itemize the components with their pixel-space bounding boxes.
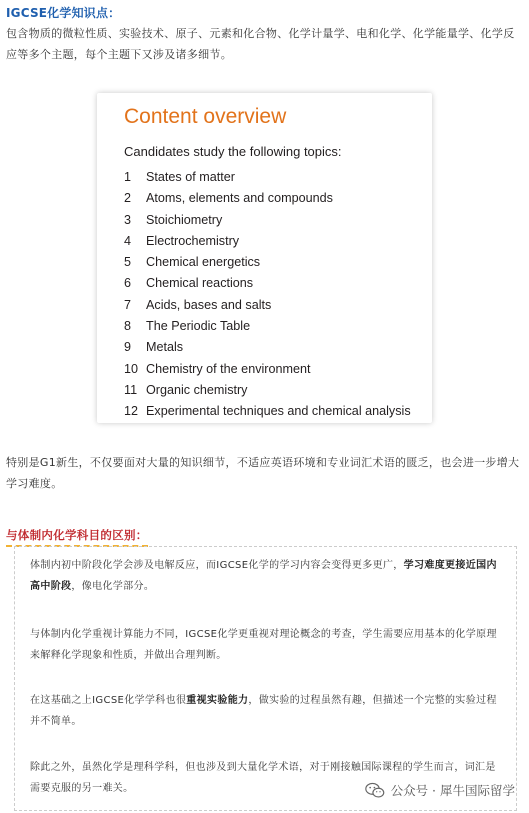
paragraph-text: ，做实验的过程虽然有趣，但描述一个完整的实验过程并不简单。 [30, 695, 497, 727]
topic-number: 12 [124, 404, 139, 419]
topic-item [124, 210, 411, 231]
difference-paragraph-1 [30, 555, 502, 597]
topic-label: Atoms, elements and compounds [146, 191, 333, 206]
topic-number: 11 [124, 382, 138, 397]
paragraph-text: 在这基础之上IGCSE化学学科也很 [30, 695, 187, 706]
topic-item [124, 316, 411, 337]
topic-number: 4 [124, 233, 132, 248]
topic-item [124, 231, 411, 252]
topic-label: Chemical energetics [146, 255, 261, 270]
topic-label: Acids, bases and salts [146, 297, 272, 312]
intro-paragraph: 包含物质的微粒性质、实验技术、原子、元素和化合物、化学计量学、电和化学、化学能量学、化学反应等多个主题，每个主题下又涉及诸多细节。 [6, 27, 515, 61]
paragraph-text: 体制内初中阶段化学会涉及电解反应，而IGCSE化学的学习内容会变得更多更广， [30, 560, 404, 571]
difference-paragraph-3 [30, 690, 502, 732]
paragraph-text: ，像电化学部分。 [71, 581, 155, 592]
topic-number: 6 [124, 276, 132, 291]
topic-label: States of matter [146, 170, 235, 184]
topic-label: Metals [146, 340, 184, 355]
topic-number: 2 [124, 191, 132, 206]
topic-item [124, 252, 411, 273]
topic-number: 3 [124, 212, 132, 227]
emphasis-text: 重视实验能力 [186, 695, 249, 706]
topic-number: 8 [124, 319, 132, 334]
wechat-watermark [365, 781, 515, 799]
section-heading-igcse-chemistry: IGCSE化学知识点： [6, 6, 121, 20]
watermark-text: 公众号 · 犀牛国际留学 [390, 783, 515, 798]
topic-number: 1 [124, 170, 132, 184]
topic-label: The Periodic Table [146, 319, 251, 334]
g1-difficulty-paragraph: 特别是G1新生，不仅要面对大量的知识细节，不适应英语环境和专业词汇术语的匮乏，也会进一步增大学习难度。 [6, 456, 520, 490]
topic-list [124, 167, 411, 423]
section-heading-differences: 与体制内化学科目的区别： [6, 527, 148, 547]
topic-label: Chemistry of the environment [146, 361, 311, 376]
emphasis-text: 学习难度更接近国内高中阶段 [30, 560, 497, 592]
topic-item [124, 273, 411, 294]
topic-number: 7 [124, 297, 132, 312]
topic-item [124, 167, 411, 188]
topic-item [124, 380, 411, 401]
topic-number: 10 [124, 361, 139, 376]
topic-label: Experimental techniques and chemical analysis [146, 404, 411, 419]
topic-item [124, 188, 411, 209]
topic-label: Stoichiometry [146, 212, 223, 227]
topic-label: Electrochemistry [146, 233, 240, 248]
topic-item [124, 401, 411, 422]
difference-paragraph-2: 与体制内化学重视计算能力不同，IGCSE化学更重视对理论概念的考查，学生需要应用基本的化学原理来解释化学现象和性质，并做出合理判断。 [30, 629, 497, 661]
topic-number: 9 [124, 340, 132, 355]
wechat-icon [365, 782, 385, 799]
topic-item [124, 359, 411, 380]
topic-label: Chemical reactions [146, 276, 254, 291]
content-overview-intro: Candidates study the following topics: [124, 144, 342, 159]
topic-number: 5 [124, 255, 132, 270]
differences-box [14, 546, 517, 811]
topic-item [124, 337, 411, 358]
topic-item [124, 295, 411, 316]
difference-paragraph-4: 除此之外，虽然化学是理科学科，但也涉及到大量化学术语，对于刚接触国际课程的学生而言，词汇是需要克服的另一难关。 [30, 762, 496, 794]
topic-label: Organic chemistry [146, 382, 248, 397]
content-overview-title: Content overview [124, 105, 287, 128]
content-overview-card [97, 93, 432, 423]
